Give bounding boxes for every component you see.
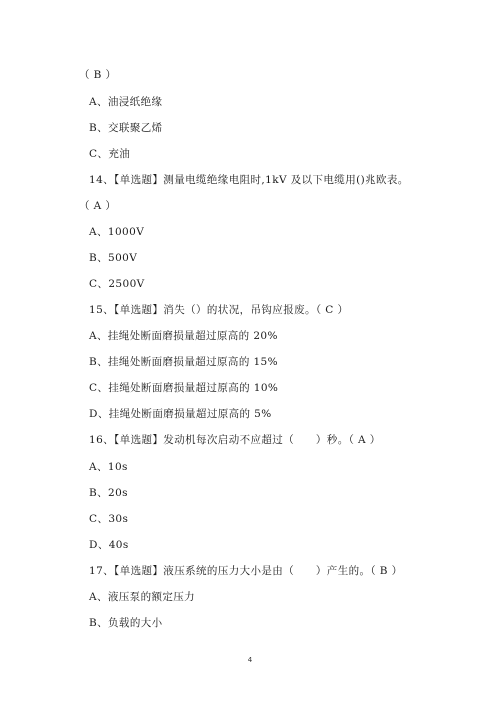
question-15: 15、【单选题】消失（）的状况，吊钩应报废。（ C ） xyxy=(89,304,349,316)
option-16-a: A、10s xyxy=(89,461,128,473)
option-14-b: B、500V xyxy=(89,252,138,264)
question-14: 14、【单选题】测量电缆绝缘电阻时,1kV 及以下电缆用()兆欧表。 xyxy=(89,174,409,186)
question-16: 16、【单选题】发动机每次启动不应超过（ ）秒。（ A ） xyxy=(89,434,381,446)
question-17: 17、【单选题】液压系统的压力大小是由（ ）产生的。（ B ） xyxy=(89,565,403,577)
option-13-b: B、交联聚乙烯 xyxy=(89,122,163,134)
option-15-d: D、挂绳处断面磨损量超过原高的 5% xyxy=(89,408,272,420)
answer-line-13: （ B ） xyxy=(79,69,117,81)
option-13-c: C、充油 xyxy=(89,148,131,160)
answer-line-14: （ A ） xyxy=(79,200,117,212)
option-14-c: C、2500V xyxy=(89,278,145,290)
option-15-a: A、挂绳处断面磨损量超过原高的 20% xyxy=(89,330,278,342)
option-17-b: B、负载的大小 xyxy=(89,617,163,629)
option-15-b: B、挂绳处断面磨损量超过原高的 15% xyxy=(89,356,278,368)
option-13-a: A、油浸纸绝缘 xyxy=(89,96,163,108)
page-number: 4 xyxy=(247,656,253,664)
option-14-a: A、1000V xyxy=(89,226,145,238)
option-15-c: C、挂绳处断面磨损量超过原高的 10% xyxy=(89,382,279,394)
option-17-a: A、液压泵的额定压力 xyxy=(89,591,196,603)
option-16-d: D、40s xyxy=(89,539,129,551)
option-16-b: B、20s xyxy=(89,487,128,499)
option-16-c: C、30s xyxy=(89,513,129,525)
